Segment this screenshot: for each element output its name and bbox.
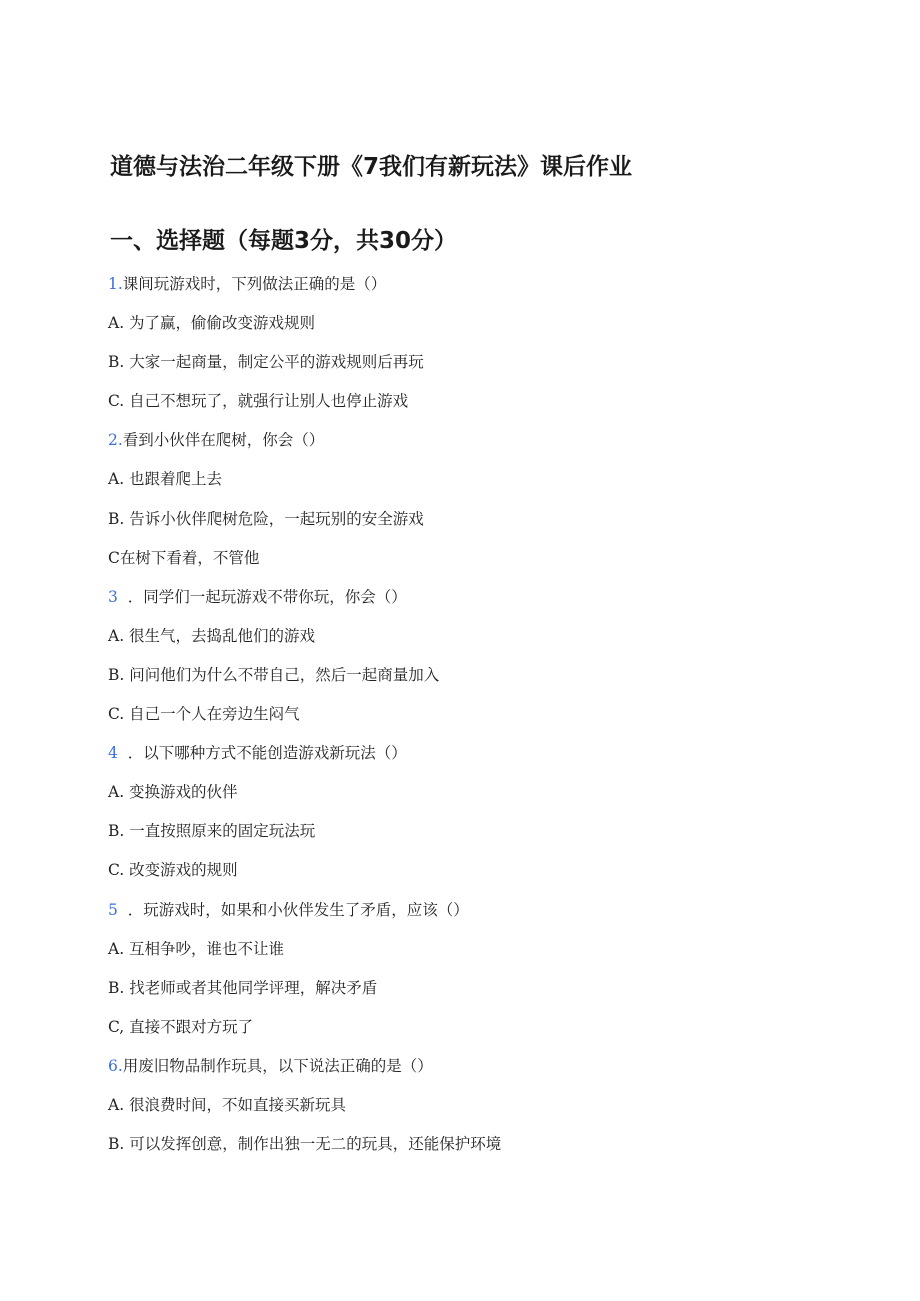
question-number: 5 bbox=[108, 900, 118, 919]
option-b: B. 找老师或者其他同学评理，解决矛盾 bbox=[108, 978, 378, 997]
option-a: A. 也跟着爬上去 bbox=[108, 470, 223, 489]
option-c: C在树下看着，不管他 bbox=[108, 548, 260, 567]
question-number: 1. bbox=[108, 275, 123, 293]
question-text: ．以下哪种方式不能创造游戏新玩法（） bbox=[127, 744, 407, 763]
question-stem bbox=[108, 898, 808, 937]
question-number: 3 bbox=[108, 587, 118, 606]
question-stem bbox=[108, 428, 808, 467]
document-title: 道德与法治二年级下册《7我们有新玩法》课后作业 bbox=[110, 154, 633, 180]
section-heading: 一、选择题（每题3分，共30分） bbox=[110, 228, 458, 254]
question-text: 课间玩游戏时，下列做法正确的是（） bbox=[122, 275, 387, 293]
question-list bbox=[108, 272, 808, 1171]
option-a: A. 互相争吵，谁也不让谁 bbox=[108, 939, 285, 958]
question-stem bbox=[108, 1054, 808, 1093]
option-c: C. 改变游戏的规则 bbox=[108, 861, 238, 880]
question-number: 2. bbox=[108, 431, 123, 450]
option-b: B. 问问他们为什么不带自己，然后一起商量加入 bbox=[108, 665, 440, 684]
option-a: A. 很浪费时间，不如直接买新玩具 bbox=[108, 1095, 347, 1114]
option-a: A. 很生气，去捣乱他们的游戏 bbox=[108, 626, 316, 645]
question-text: 用废旧物品制作玩具，以下说法正确的是（） bbox=[122, 1056, 433, 1075]
question-text: ．同学们一起玩游戏不带你玩，你会（） bbox=[127, 587, 407, 606]
question-number: 4 bbox=[108, 744, 118, 763]
option-c: C, 直接不跟对方玩了 bbox=[108, 1017, 254, 1036]
option-c: C. 自己不想玩了，就强行让别人也停止游戏 bbox=[108, 392, 409, 411]
question-stem bbox=[108, 272, 808, 311]
question-text: ．玩游戏时，如果和小伙伴发生了矛盾，应该（） bbox=[127, 900, 469, 919]
option-c: C. 自己一个人在旁边生闷气 bbox=[108, 705, 300, 724]
question-text: 看到小伙伴在爬树，你会（） bbox=[122, 431, 325, 450]
question-stem bbox=[108, 741, 808, 780]
option-b: B. 可以发挥创意，制作出独一无二的玩具，还能保护环境 bbox=[108, 1135, 502, 1154]
option-b: B. 告诉小伙伴爬树危险，一起玩别的安全游戏 bbox=[108, 509, 424, 528]
option-a: A. 为了赢，偷偷改变游戏规则 bbox=[108, 314, 316, 333]
option-b: B. 大家一起商量，制定公平的游戏规则后再玩 bbox=[108, 353, 424, 372]
option-a: A. 变换游戏的伙伴 bbox=[108, 783, 238, 802]
option-b: B. 一直按照原来的固定玩法玩 bbox=[108, 822, 316, 841]
question-stem bbox=[108, 585, 808, 624]
question-number: 6. bbox=[108, 1056, 123, 1075]
